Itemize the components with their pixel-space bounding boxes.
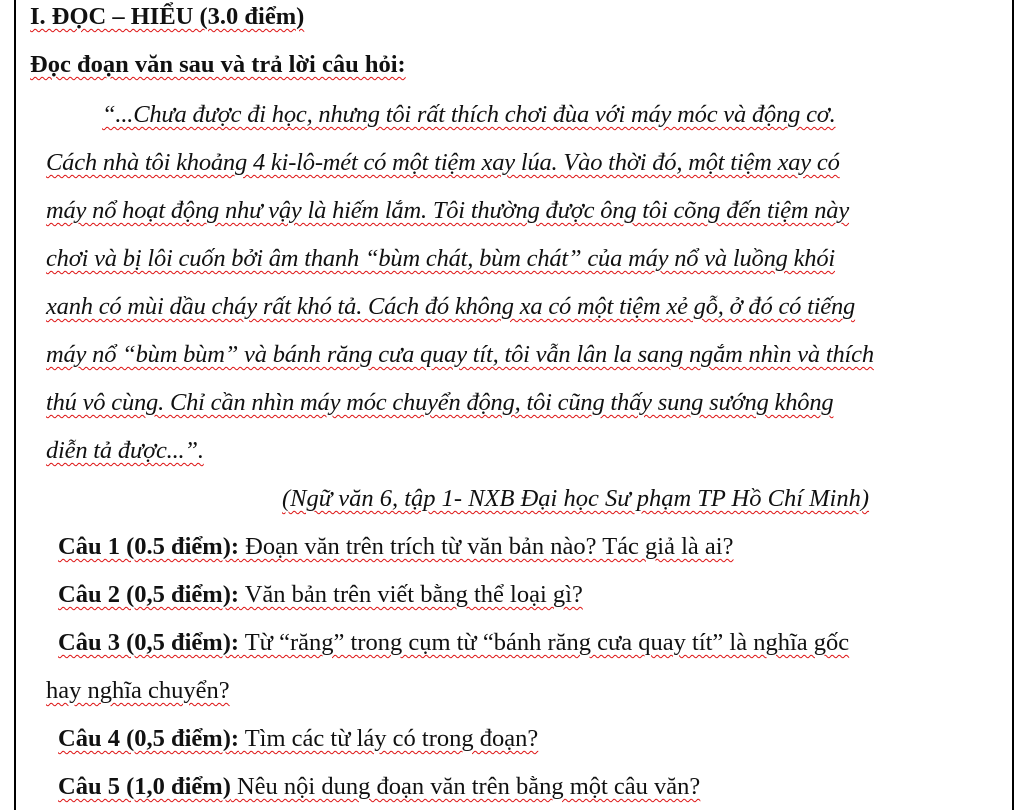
source-citation: (Ngữ văn 6, tập 1- NXB Đại học Sư phạm TP Hồ Chí Minh) bbox=[282, 485, 870, 512]
question-2-text: Văn bản trên viết bằng thể loại gì? bbox=[239, 581, 583, 608]
question-1-label: Câu 1 (0.5 điểm): bbox=[58, 533, 240, 560]
question-4-label: Câu 4 (0,5 điểm): bbox=[58, 725, 240, 752]
question-1 bbox=[58, 532, 733, 562]
passage-line-6: máy nổ “bùm bùm” và bánh răng cưa quay tít, tôi vẫn lân la sang ngắm nhìn và thích bbox=[46, 341, 874, 368]
left-border bbox=[14, 0, 16, 810]
passage-line-7: thú vô cùng. Chỉ cần nhìn máy móc chuyển động, tôi cũng thấy sung sướng không bbox=[46, 389, 834, 416]
passage-line-8: diễn tả được...”. bbox=[46, 437, 204, 464]
question-5-label: Câu 5 (1,0 điểm) bbox=[58, 773, 231, 800]
instruction-text: Đọc đoạn văn sau và trả lời câu hỏi: bbox=[30, 51, 406, 78]
question-3-label: Câu 3 (0,5 điểm): bbox=[58, 629, 240, 656]
question-4-text: Tìm các từ láy có trong đoạn? bbox=[239, 725, 539, 752]
question-3-continuation: hay nghĩa chuyển? bbox=[46, 677, 230, 704]
question-5-text: Nêu nội dung đoạn văn trên bằng một câu văn? bbox=[230, 773, 701, 800]
passage-line-5: xanh có mùi dầu cháy rất khó tả. Cách đó không xa có một tiệm xẻ gỗ, ở đó có tiếng bbox=[46, 293, 856, 320]
question-3-text: Từ “răng” trong cụm từ “bánh răng cưa quay tít” là nghĩa gốc bbox=[239, 629, 850, 656]
section-heading: I. ĐỌC – HIỂU (3.0 điểm) bbox=[30, 3, 305, 30]
question-3 bbox=[58, 628, 849, 658]
passage-line-3: máy nổ hoạt động như vậy là hiếm lắm. Tôi thường được ông tôi cõng đến tiệm này bbox=[46, 197, 850, 224]
question-5 bbox=[58, 772, 700, 802]
passage-line-4: chơi và bị lôi cuốn bởi âm thanh “bùm chát, bùm chát” của máy nổ và luồng khói bbox=[46, 245, 836, 272]
passage-line-2: Cách nhà tôi khoảng 4 ki-lô-mét có một tiệm xay lúa. Vào thời đó, một tiệm xay có bbox=[46, 149, 840, 176]
right-border bbox=[1012, 0, 1014, 810]
question-1-text: Đoạn văn trên trích từ văn bản nào? Tác giả là ai? bbox=[239, 533, 734, 560]
question-2-label: Câu 2 (0,5 điểm): bbox=[58, 581, 240, 608]
question-2 bbox=[58, 580, 583, 610]
passage-line-1: “...Chưa được đi học, nhưng tôi rất thích chơi đùa với máy móc và động cơ. bbox=[102, 101, 836, 128]
question-4 bbox=[58, 724, 538, 754]
